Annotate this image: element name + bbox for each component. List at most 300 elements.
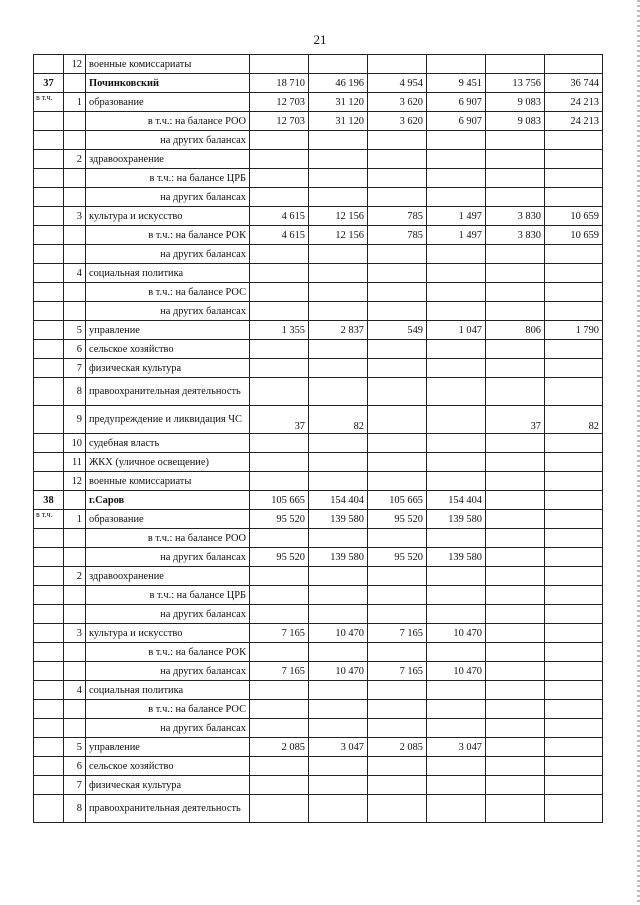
value-cell — [250, 681, 309, 700]
value-cell: 3 830 — [486, 207, 545, 226]
value-cell — [309, 359, 368, 378]
value-cell: 154 404 — [309, 491, 368, 510]
value-cell — [309, 245, 368, 264]
region-cell — [34, 207, 64, 226]
item-name-cell: здравоохранение — [86, 150, 250, 169]
value-cell — [309, 131, 368, 150]
value-cell — [486, 453, 545, 472]
value-cell — [309, 302, 368, 321]
value-cell — [250, 150, 309, 169]
item-name-cell: образование — [86, 93, 250, 112]
item-number-cell: 12 — [64, 472, 86, 491]
item-name-cell: управление — [86, 321, 250, 340]
value-cell — [427, 700, 486, 719]
value-cell — [368, 434, 427, 453]
value-cell: 3 830 — [486, 226, 545, 245]
value-cell: 37 — [250, 406, 309, 434]
item-number-cell — [64, 491, 86, 510]
value-cell — [486, 283, 545, 302]
region-cell — [34, 226, 64, 245]
value-cell — [486, 150, 545, 169]
value-cell — [486, 605, 545, 624]
value-cell — [486, 510, 545, 529]
value-cell: 785 — [368, 207, 427, 226]
value-cell: 10 659 — [545, 207, 603, 226]
table-row — [34, 226, 603, 245]
value-cell: 785 — [368, 226, 427, 245]
table-row — [34, 681, 603, 700]
item-name-cell: культура и искусство — [86, 624, 250, 643]
value-cell: 95 520 — [250, 548, 309, 567]
value-cell — [486, 491, 545, 510]
value-cell: 3 047 — [427, 738, 486, 757]
region-cell — [34, 624, 64, 643]
value-cell — [545, 605, 603, 624]
value-cell: 6 907 — [427, 93, 486, 112]
table-row — [34, 624, 603, 643]
item-number-cell: 4 — [64, 681, 86, 700]
value-cell — [545, 245, 603, 264]
value-cell — [309, 434, 368, 453]
item-name-cell: в т.ч.: на балансе ЦРБ — [86, 586, 250, 605]
value-cell — [250, 586, 309, 605]
value-cell — [368, 378, 427, 406]
item-number-cell: 7 — [64, 776, 86, 795]
item-name-cell: правоохранительная деятельность — [86, 795, 250, 823]
item-name-cell: на других балансах — [86, 548, 250, 567]
value-cell: 105 665 — [250, 491, 309, 510]
value-cell — [309, 283, 368, 302]
value-cell — [250, 340, 309, 359]
region-cell — [34, 188, 64, 207]
table-row — [34, 529, 603, 548]
value-cell: 3 047 — [309, 738, 368, 757]
value-cell — [368, 169, 427, 188]
value-cell — [309, 776, 368, 795]
value-cell: 7 165 — [368, 662, 427, 681]
value-cell — [427, 340, 486, 359]
value-cell — [427, 150, 486, 169]
value-cell — [486, 169, 545, 188]
value-cell — [486, 567, 545, 586]
value-cell — [427, 434, 486, 453]
value-cell — [368, 245, 427, 264]
value-cell — [486, 472, 545, 491]
value-cell — [250, 55, 309, 74]
value-cell: 31 120 — [309, 112, 368, 131]
value-cell — [368, 472, 427, 491]
value-cell: 139 580 — [309, 548, 368, 567]
region-cell — [34, 359, 64, 378]
item-name-cell: в т.ч.: на балансе ЦРБ — [86, 169, 250, 188]
item-number-cell — [64, 719, 86, 738]
item-number-cell: 8 — [64, 378, 86, 406]
value-cell — [427, 776, 486, 795]
table-row — [34, 359, 603, 378]
item-number-cell: 6 — [64, 757, 86, 776]
value-cell — [368, 643, 427, 662]
item-name-cell: на других балансах — [86, 662, 250, 681]
region-cell — [34, 406, 64, 434]
table-row — [34, 340, 603, 359]
value-cell — [309, 586, 368, 605]
region-cell — [34, 264, 64, 283]
table-row — [34, 378, 603, 406]
value-cell — [545, 529, 603, 548]
region-cell: 37 — [34, 74, 64, 93]
region-cell — [34, 738, 64, 757]
item-name-cell: военные комиссариаты — [86, 472, 250, 491]
value-cell — [250, 378, 309, 406]
table-row — [34, 700, 603, 719]
item-number-cell — [64, 700, 86, 719]
value-cell — [545, 681, 603, 700]
region-cell — [34, 245, 64, 264]
value-cell — [309, 700, 368, 719]
table-body — [34, 55, 603, 823]
value-cell: 7 165 — [250, 624, 309, 643]
value-cell — [545, 302, 603, 321]
value-cell: 549 — [368, 321, 427, 340]
item-name-cell: образование — [86, 510, 250, 529]
value-cell: 95 520 — [250, 510, 309, 529]
value-cell — [427, 55, 486, 74]
item-name-cell: сельское хозяйство — [86, 757, 250, 776]
value-cell — [427, 605, 486, 624]
region-cell — [34, 169, 64, 188]
value-cell — [368, 719, 427, 738]
value-cell — [545, 738, 603, 757]
value-cell: 139 580 — [427, 548, 486, 567]
value-cell: 95 520 — [368, 510, 427, 529]
item-number-cell: 12 — [64, 55, 86, 74]
region-cell — [34, 757, 64, 776]
table-row — [34, 662, 603, 681]
value-cell — [250, 245, 309, 264]
value-cell — [368, 681, 427, 700]
item-name-cell: сельское хозяйство — [86, 340, 250, 359]
item-name-cell: социальная политика — [86, 264, 250, 283]
value-cell — [545, 643, 603, 662]
value-cell — [250, 264, 309, 283]
region-cell: в т.ч. — [34, 510, 64, 529]
value-cell: 18 710 — [250, 74, 309, 93]
value-cell — [309, 719, 368, 738]
value-cell — [368, 302, 427, 321]
table-row — [34, 264, 603, 283]
table-row — [34, 245, 603, 264]
region-cell — [34, 643, 64, 662]
item-number-cell: 8 — [64, 795, 86, 823]
table-row — [34, 131, 603, 150]
item-number-cell — [64, 169, 86, 188]
value-cell — [250, 529, 309, 548]
value-cell: 1 497 — [427, 207, 486, 226]
value-cell: 105 665 — [368, 491, 427, 510]
value-cell — [368, 406, 427, 434]
item-name-cell: физическая культура — [86, 776, 250, 795]
value-cell: 10 470 — [309, 624, 368, 643]
value-cell: 6 907 — [427, 112, 486, 131]
value-cell — [250, 169, 309, 188]
region-cell: 38 — [34, 491, 64, 510]
value-cell — [368, 567, 427, 586]
value-cell: 9 451 — [427, 74, 486, 93]
value-cell — [486, 643, 545, 662]
value-cell — [309, 643, 368, 662]
item-number-cell: 1 — [64, 510, 86, 529]
table-row — [34, 795, 603, 823]
region-cell — [34, 150, 64, 169]
value-cell — [486, 302, 545, 321]
value-cell — [486, 359, 545, 378]
item-number-cell — [64, 605, 86, 624]
item-name-cell: на других балансах — [86, 302, 250, 321]
table-row — [34, 567, 603, 586]
region-cell — [34, 340, 64, 359]
value-cell — [486, 662, 545, 681]
value-cell: 24 213 — [545, 93, 603, 112]
value-cell — [368, 340, 427, 359]
item-name-cell: г.Саров — [86, 491, 250, 510]
value-cell — [486, 719, 545, 738]
item-name-cell: предупреждение и ликвидация ЧС — [86, 406, 250, 434]
value-cell — [250, 776, 309, 795]
value-cell — [368, 700, 427, 719]
table-row — [34, 548, 603, 567]
value-cell — [250, 302, 309, 321]
value-cell — [250, 719, 309, 738]
region-cell — [34, 283, 64, 302]
value-cell — [545, 283, 603, 302]
region-cell — [34, 378, 64, 406]
item-name-cell: ЖКХ (уличное освещение) — [86, 453, 250, 472]
value-cell — [250, 359, 309, 378]
region-cell — [34, 681, 64, 700]
value-cell — [427, 757, 486, 776]
budget-table — [33, 54, 603, 823]
region-cell — [34, 662, 64, 681]
value-cell — [545, 264, 603, 283]
value-cell: 7 165 — [250, 662, 309, 681]
value-cell: 31 120 — [309, 93, 368, 112]
value-cell — [427, 681, 486, 700]
value-cell — [486, 55, 545, 74]
region-cell — [34, 131, 64, 150]
item-number-cell — [64, 74, 86, 93]
value-cell — [250, 795, 309, 823]
table-row — [34, 472, 603, 491]
value-cell — [368, 55, 427, 74]
value-cell — [486, 757, 545, 776]
item-number-cell: 5 — [64, 321, 86, 340]
value-cell — [427, 359, 486, 378]
table-row — [34, 776, 603, 795]
table-row — [34, 188, 603, 207]
value-cell — [486, 738, 545, 757]
value-cell — [309, 340, 368, 359]
value-cell — [250, 434, 309, 453]
item-number-cell — [64, 662, 86, 681]
value-cell — [427, 406, 486, 434]
table-row — [34, 55, 603, 74]
item-name-cell: здравоохранение — [86, 567, 250, 586]
item-number-cell: 1 — [64, 93, 86, 112]
value-cell — [486, 548, 545, 567]
value-cell — [545, 359, 603, 378]
value-cell: 7 165 — [368, 624, 427, 643]
item-number-cell: 6 — [64, 340, 86, 359]
region-cell — [34, 605, 64, 624]
value-cell: 1 497 — [427, 226, 486, 245]
region-cell: в т.ч. — [34, 93, 64, 112]
value-cell: 3 620 — [368, 112, 427, 131]
value-cell — [250, 643, 309, 662]
item-number-cell — [64, 529, 86, 548]
item-number-cell: 2 — [64, 567, 86, 586]
value-cell — [545, 757, 603, 776]
value-cell: 3 620 — [368, 93, 427, 112]
value-cell — [545, 624, 603, 643]
value-cell — [368, 529, 427, 548]
value-cell — [368, 359, 427, 378]
item-number-cell — [64, 245, 86, 264]
value-cell — [545, 510, 603, 529]
value-cell — [545, 150, 603, 169]
value-cell — [427, 264, 486, 283]
value-cell: 4 615 — [250, 226, 309, 245]
value-cell — [368, 264, 427, 283]
value-cell: 139 580 — [309, 510, 368, 529]
value-cell — [309, 681, 368, 700]
item-number-cell — [64, 112, 86, 131]
value-cell — [486, 245, 545, 264]
value-cell — [545, 131, 603, 150]
value-cell: 9 083 — [486, 93, 545, 112]
value-cell: 2 085 — [368, 738, 427, 757]
value-cell — [486, 776, 545, 795]
value-cell: 2 085 — [250, 738, 309, 757]
value-cell — [427, 719, 486, 738]
value-cell — [368, 605, 427, 624]
value-cell — [545, 472, 603, 491]
value-cell — [309, 188, 368, 207]
value-cell — [368, 188, 427, 207]
value-cell — [309, 378, 368, 406]
value-cell — [368, 757, 427, 776]
value-cell: 10 470 — [427, 624, 486, 643]
value-cell: 9 083 — [486, 112, 545, 131]
item-number-cell — [64, 302, 86, 321]
value-cell — [427, 378, 486, 406]
item-name-cell: социальная политика — [86, 681, 250, 700]
value-cell — [486, 264, 545, 283]
value-cell: 1 047 — [427, 321, 486, 340]
value-cell — [427, 567, 486, 586]
item-number-cell: 5 — [64, 738, 86, 757]
item-number-cell — [64, 188, 86, 207]
region-cell — [34, 719, 64, 738]
page-number: 21 — [313, 32, 327, 47]
value-cell: 4 615 — [250, 207, 309, 226]
region-cell — [34, 302, 64, 321]
item-name-cell: физическая культура — [86, 359, 250, 378]
value-cell: 10 659 — [545, 226, 603, 245]
table-row — [34, 406, 603, 434]
value-cell: 82 — [309, 406, 368, 434]
value-cell — [427, 586, 486, 605]
item-name-cell: правоохранительная деятельность — [86, 378, 250, 406]
item-name-cell: управление — [86, 738, 250, 757]
value-cell — [309, 795, 368, 823]
value-cell — [427, 188, 486, 207]
item-name-cell: на других балансах — [86, 245, 250, 264]
item-name-cell: Починковский — [86, 74, 250, 93]
value-cell — [545, 453, 603, 472]
value-cell — [309, 605, 368, 624]
value-cell — [486, 529, 545, 548]
table-row — [34, 93, 603, 112]
item-number-cell — [64, 131, 86, 150]
table-row — [34, 283, 603, 302]
table-row — [34, 302, 603, 321]
value-cell: 806 — [486, 321, 545, 340]
value-cell — [250, 700, 309, 719]
item-name-cell: в т.ч.: на балансе РОК — [86, 643, 250, 662]
value-cell — [427, 283, 486, 302]
item-number-cell: 3 — [64, 207, 86, 226]
value-cell — [309, 472, 368, 491]
item-name-cell: на других балансах — [86, 719, 250, 738]
value-cell — [545, 776, 603, 795]
value-cell — [368, 795, 427, 823]
value-cell — [309, 55, 368, 74]
item-number-cell: 2 — [64, 150, 86, 169]
item-name-cell: культура и искусство — [86, 207, 250, 226]
item-name-cell: в т.ч.: на балансе РОС — [86, 700, 250, 719]
value-cell — [427, 472, 486, 491]
value-cell — [250, 131, 309, 150]
value-cell — [545, 340, 603, 359]
item-number-cell — [64, 586, 86, 605]
value-cell — [486, 188, 545, 207]
value-cell: 12 156 — [309, 226, 368, 245]
item-number-cell: 9 — [64, 406, 86, 434]
value-cell — [486, 795, 545, 823]
region-cell — [34, 548, 64, 567]
value-cell — [368, 150, 427, 169]
region-cell — [34, 700, 64, 719]
region-cell — [34, 795, 64, 823]
value-cell — [309, 150, 368, 169]
table-row — [34, 605, 603, 624]
value-cell: 10 470 — [427, 662, 486, 681]
value-cell — [368, 776, 427, 795]
item-number-cell — [64, 643, 86, 662]
value-cell — [368, 453, 427, 472]
table-row — [34, 510, 603, 529]
value-cell: 12 703 — [250, 93, 309, 112]
value-cell — [545, 662, 603, 681]
table-row — [34, 586, 603, 605]
value-cell — [545, 169, 603, 188]
value-cell — [309, 169, 368, 188]
region-cell — [34, 776, 64, 795]
value-cell — [486, 131, 545, 150]
value-cell — [486, 434, 545, 453]
table-row — [34, 150, 603, 169]
table-row — [34, 434, 603, 453]
